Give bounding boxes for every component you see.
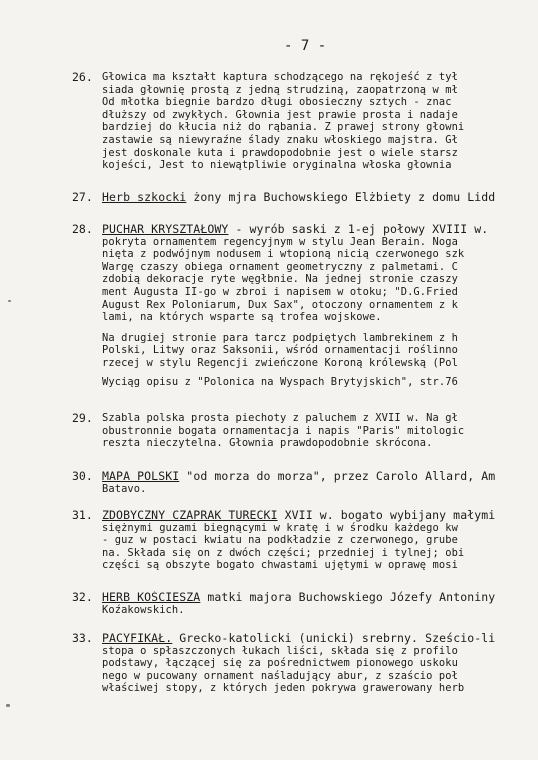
entry-number: 27. [72, 190, 93, 204]
entry-line: dłuższy od zwykłych. Głownia jest prawie prosta i nadaje [102, 108, 458, 121]
entry-27 [72, 191, 538, 204]
entry-line: właściwej stopy, z których jeden pokrywa grawerowany herb [102, 682, 465, 695]
entry-line: - guz w postaci kwiatu na podkładzie z czerwonego, grube [102, 534, 458, 547]
entry-number: 26. [72, 70, 93, 84]
entry-title: MAPA POLSKI [102, 470, 180, 483]
entry-line: Na drugiej stronie para tarcz podpiętych lambrekinem z h [102, 331, 458, 344]
entry-line: kojeści, Jest to niewątpliwie oryginalna włoska głownia [102, 159, 452, 172]
entry-line: zdobią dekoracje ryte węgłbnie. Na jednej stronie czaszy [102, 273, 458, 286]
entry-line: Głowica ma kształt kaptura schodzącego na rękojeść z tył [102, 71, 458, 83]
entry-line: na. Składa się on z dwóch części; przedniej i tylnej; obi [102, 546, 465, 559]
entry-text: "od morza do morza", przez Carolo Allard, Am [179, 470, 496, 483]
entry-line: Polski, Litwy oraz Saksonii, wśród ornamentacji roślinno [102, 344, 458, 357]
entry-number: 33. [72, 631, 93, 645]
entry-line: części są obszyte bogato chwastami ujętymi w oprawę mosi [102, 559, 458, 572]
entry-line: podstawy, łączącej się za pośrednictwem pionowego uskoku [102, 657, 458, 670]
citation-line: Wyciąg opisu z "Polonica na Wyspach Brytyjskich", str.76 [102, 375, 458, 388]
entry-text: żony mjra Buchowskiego Elżbiety z domu Lidd [186, 191, 496, 204]
entry-number: 28. [72, 222, 93, 236]
entry-33 [72, 632, 538, 695]
entry-text: - wyrób saski z 1-ej połowy XVIII w. [228, 223, 489, 236]
entry-title: PUCHAR KRYSZTAŁOWY [102, 223, 229, 236]
entry-32 [72, 591, 538, 616]
entry-28 [72, 223, 538, 388]
entry-line: August Rex Poloniarum, Dux Sax", otoczony ornamentem z k [102, 298, 458, 311]
entry-29 [72, 412, 538, 450]
entry-26 [72, 71, 538, 172]
entry-line: Koźakowskich. [102, 603, 185, 616]
entry-title: HERB KOŚCIESZA [102, 591, 201, 604]
entry-30 [72, 470, 538, 495]
entry-line: siężnymi guzami biegnącymi w kratę i w środku każdego kw [102, 521, 458, 534]
entry-number: 31. [72, 508, 93, 522]
entry-line: pokryta ornamentem regencyjnym w stylu Jean Berain. Noga [102, 235, 458, 248]
entry-title: Herb szkocki [102, 191, 187, 204]
entry-line: Od młotka biegnie bardzo długi obosieczny sztych - znac [102, 96, 452, 109]
entry-line: jest doskonale kuta i prawdopodobnie jest o wiele starsz [102, 146, 458, 159]
page-number: - 7 - [284, 38, 327, 54]
entry-line: reszta nieczytelna. Głownia prawdopodobnie skrócona. [102, 437, 433, 450]
entry-line: nego w pucowany ornament naśladujący abur, z szaścio poł [102, 669, 458, 682]
entry-line: stopa o spłaszczonych łukach liści, składa się z profilo [102, 644, 458, 657]
entry-number: 30. [72, 469, 93, 483]
entry-text: Grecko-katolicki (unicki) srebrny. Sześcio-li [172, 632, 496, 645]
entry-title: ZDOBYCZNY CZAPRAK TURECKI [102, 509, 278, 522]
entry-line: rzecej w stylu Regencji zwieńczone Koroną królewską (Pol [102, 356, 458, 369]
entry-line: zastawie są niewyraźne ślady znaku włoskiego majstra. Gł [102, 133, 458, 146]
entry-text: matki majora Buchowskiego Józefy Antoniny [200, 591, 496, 604]
entry-line: lami, na których wsparte są trofea wojskowe. [102, 311, 382, 324]
entry-line: siada głownię prostą z jedną strudziną, zaopatrzoną w mł [102, 83, 458, 96]
entry-line: Wargę czaszy obiega ornament geometryczny z palmetami. C [102, 260, 458, 273]
scan-speck [8, 300, 11, 302]
entry-line: obustronnie bogata ornamentacja i napis "Paris" mitologic [102, 424, 465, 437]
entry-number: 32. [72, 590, 93, 604]
entry-line: bardziej do kłucia niż do rąbania. Z prawej strony głowni [102, 121, 465, 134]
entry-line: nięta z podwójnym nodusem i wtopioną nicią czerwonego szk [102, 248, 465, 261]
entry-text: XVII w. bogato wybijany małymi [277, 509, 496, 522]
entry-line: Batavo. [102, 482, 147, 495]
entry-title: PACYFIKAŁ. [102, 632, 173, 645]
entry-line: Szabla polska prosta piechoty z paluchem z XVII w. Na gł [102, 412, 458, 424]
entry-number: 29. [72, 411, 93, 425]
entry-31 [72, 509, 538, 572]
entry-line: ment Augusta II-go w zbroi i napisem w otoku; "D.G.Fried [102, 285, 458, 298]
scan-speck [6, 704, 10, 707]
